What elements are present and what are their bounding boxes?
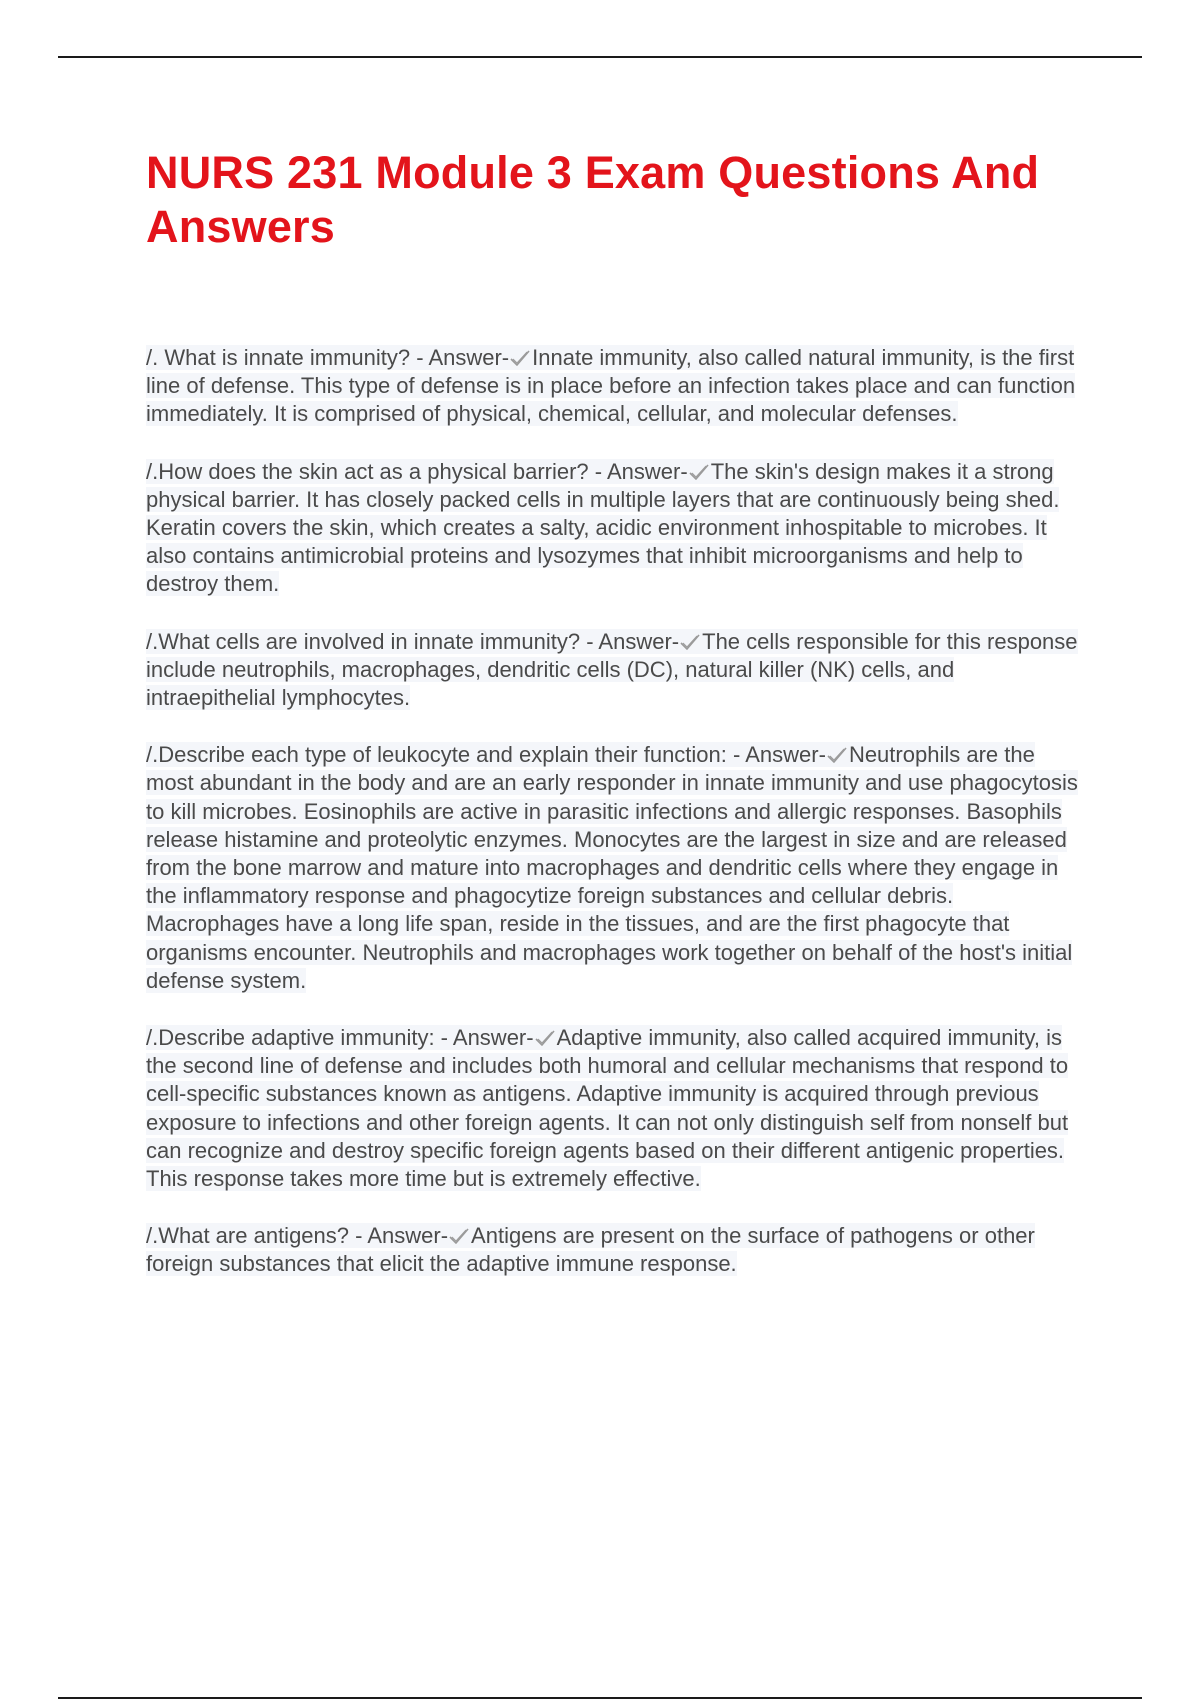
question-text: /.What are antigens? (146, 1223, 350, 1249)
answer-separator: - Answer- (588, 458, 688, 484)
qa-item (146, 458, 1086, 599)
question-text: /. What is innate immunity? (146, 345, 411, 370)
page-title: NURS 231 Module 3 Exam Questions And Answers (146, 147, 1040, 252)
check-mark-icon (448, 1227, 470, 1245)
answer-text: Antigens are present on the surface of pathogens or other foreign substances that elicit the adaptive immune response. (146, 1223, 1035, 1277)
qa-item (146, 1222, 1086, 1278)
question-text: /.Describe each type of leukocyte and explain their function: (146, 742, 727, 768)
answer-separator: - Answer- (726, 742, 826, 768)
qa-item (146, 1024, 1086, 1193)
qa-item (146, 344, 1086, 429)
question-text: /.How does the skin act as a physical barrier? (146, 458, 589, 484)
answer-separator: - Answer- (580, 628, 680, 654)
answer-separator: - Answer- (349, 1223, 449, 1249)
check-mark-icon (679, 633, 701, 651)
top-rule (58, 56, 1142, 58)
check-mark-icon (826, 746, 848, 764)
answer-text: Neutrophils are the most abundant in the body and are an early responder in innate immunity and use phagocytosis to kill microbes. Eosinophils are active in parasitic infections and allergic responses. Basophils release histamine and proteolytic enzymes. Monocytes are the largest in size and are released from the bone marrow and mature into macrophages and dendritic cells where they engage in the inflammatory response and phagocytize foreign substances and cellular debris. Macrophages have a long life span, reside in the tissues, and are the first phagocyte that organisms encounter. Neutrophils and macrophages work together on behalf of the host's initial defense system. (146, 742, 1078, 993)
bottom-rule (58, 1697, 1142, 1699)
qa-item (146, 628, 1086, 713)
check-mark-icon (688, 463, 710, 481)
answer-separator: - Answer- (434, 1025, 534, 1051)
qa-list (146, 344, 1086, 1308)
check-mark-icon (509, 349, 531, 367)
answer-text: The skin's design makes it a strong physical barrier. It has closely packed cells in multiple layers that are continuously being shed. Keratin covers the skin, which creates a salty, acidic environment inhospitable to microbes. It also contains antimicrobial proteins and lysozymes that inhibit microorganisms and help to destroy them. (146, 458, 1060, 597)
answer-text: Innate immunity, also called natural immunity, is the first line of defense. This type of defense is in place before an infection takes place and can function immediately. It is comprised of physical, chemical, cellular, and molecular defenses. (146, 345, 1076, 427)
check-mark-icon (534, 1029, 556, 1047)
question-text: /.Describe adaptive immunity: (146, 1025, 435, 1051)
question-text: /.What cells are involved in innate immunity? (146, 628, 581, 654)
qa-item (146, 741, 1086, 995)
answer-separator: - Answer- (410, 345, 510, 370)
answer-text: The cells responsible for this response include neutrophils, macrophages, dendritic cells (DC), natural killer (NK) cells, and intraepithelial lymphocytes. (146, 628, 1078, 711)
answer-text: Adaptive immunity, also called acquired immunity, is the second line of defense and includes both humoral and cellular mechanisms that respond to cell-specific substances known as antigens. Adaptive immunity is acquired through previous exposure to infections and other foreign agents. It can not only distinguish self from nonself but can recognize and destroy specific foreign agents based on their different antigenic properties. This response takes more time but is extremely effective. (146, 1025, 1069, 1192)
